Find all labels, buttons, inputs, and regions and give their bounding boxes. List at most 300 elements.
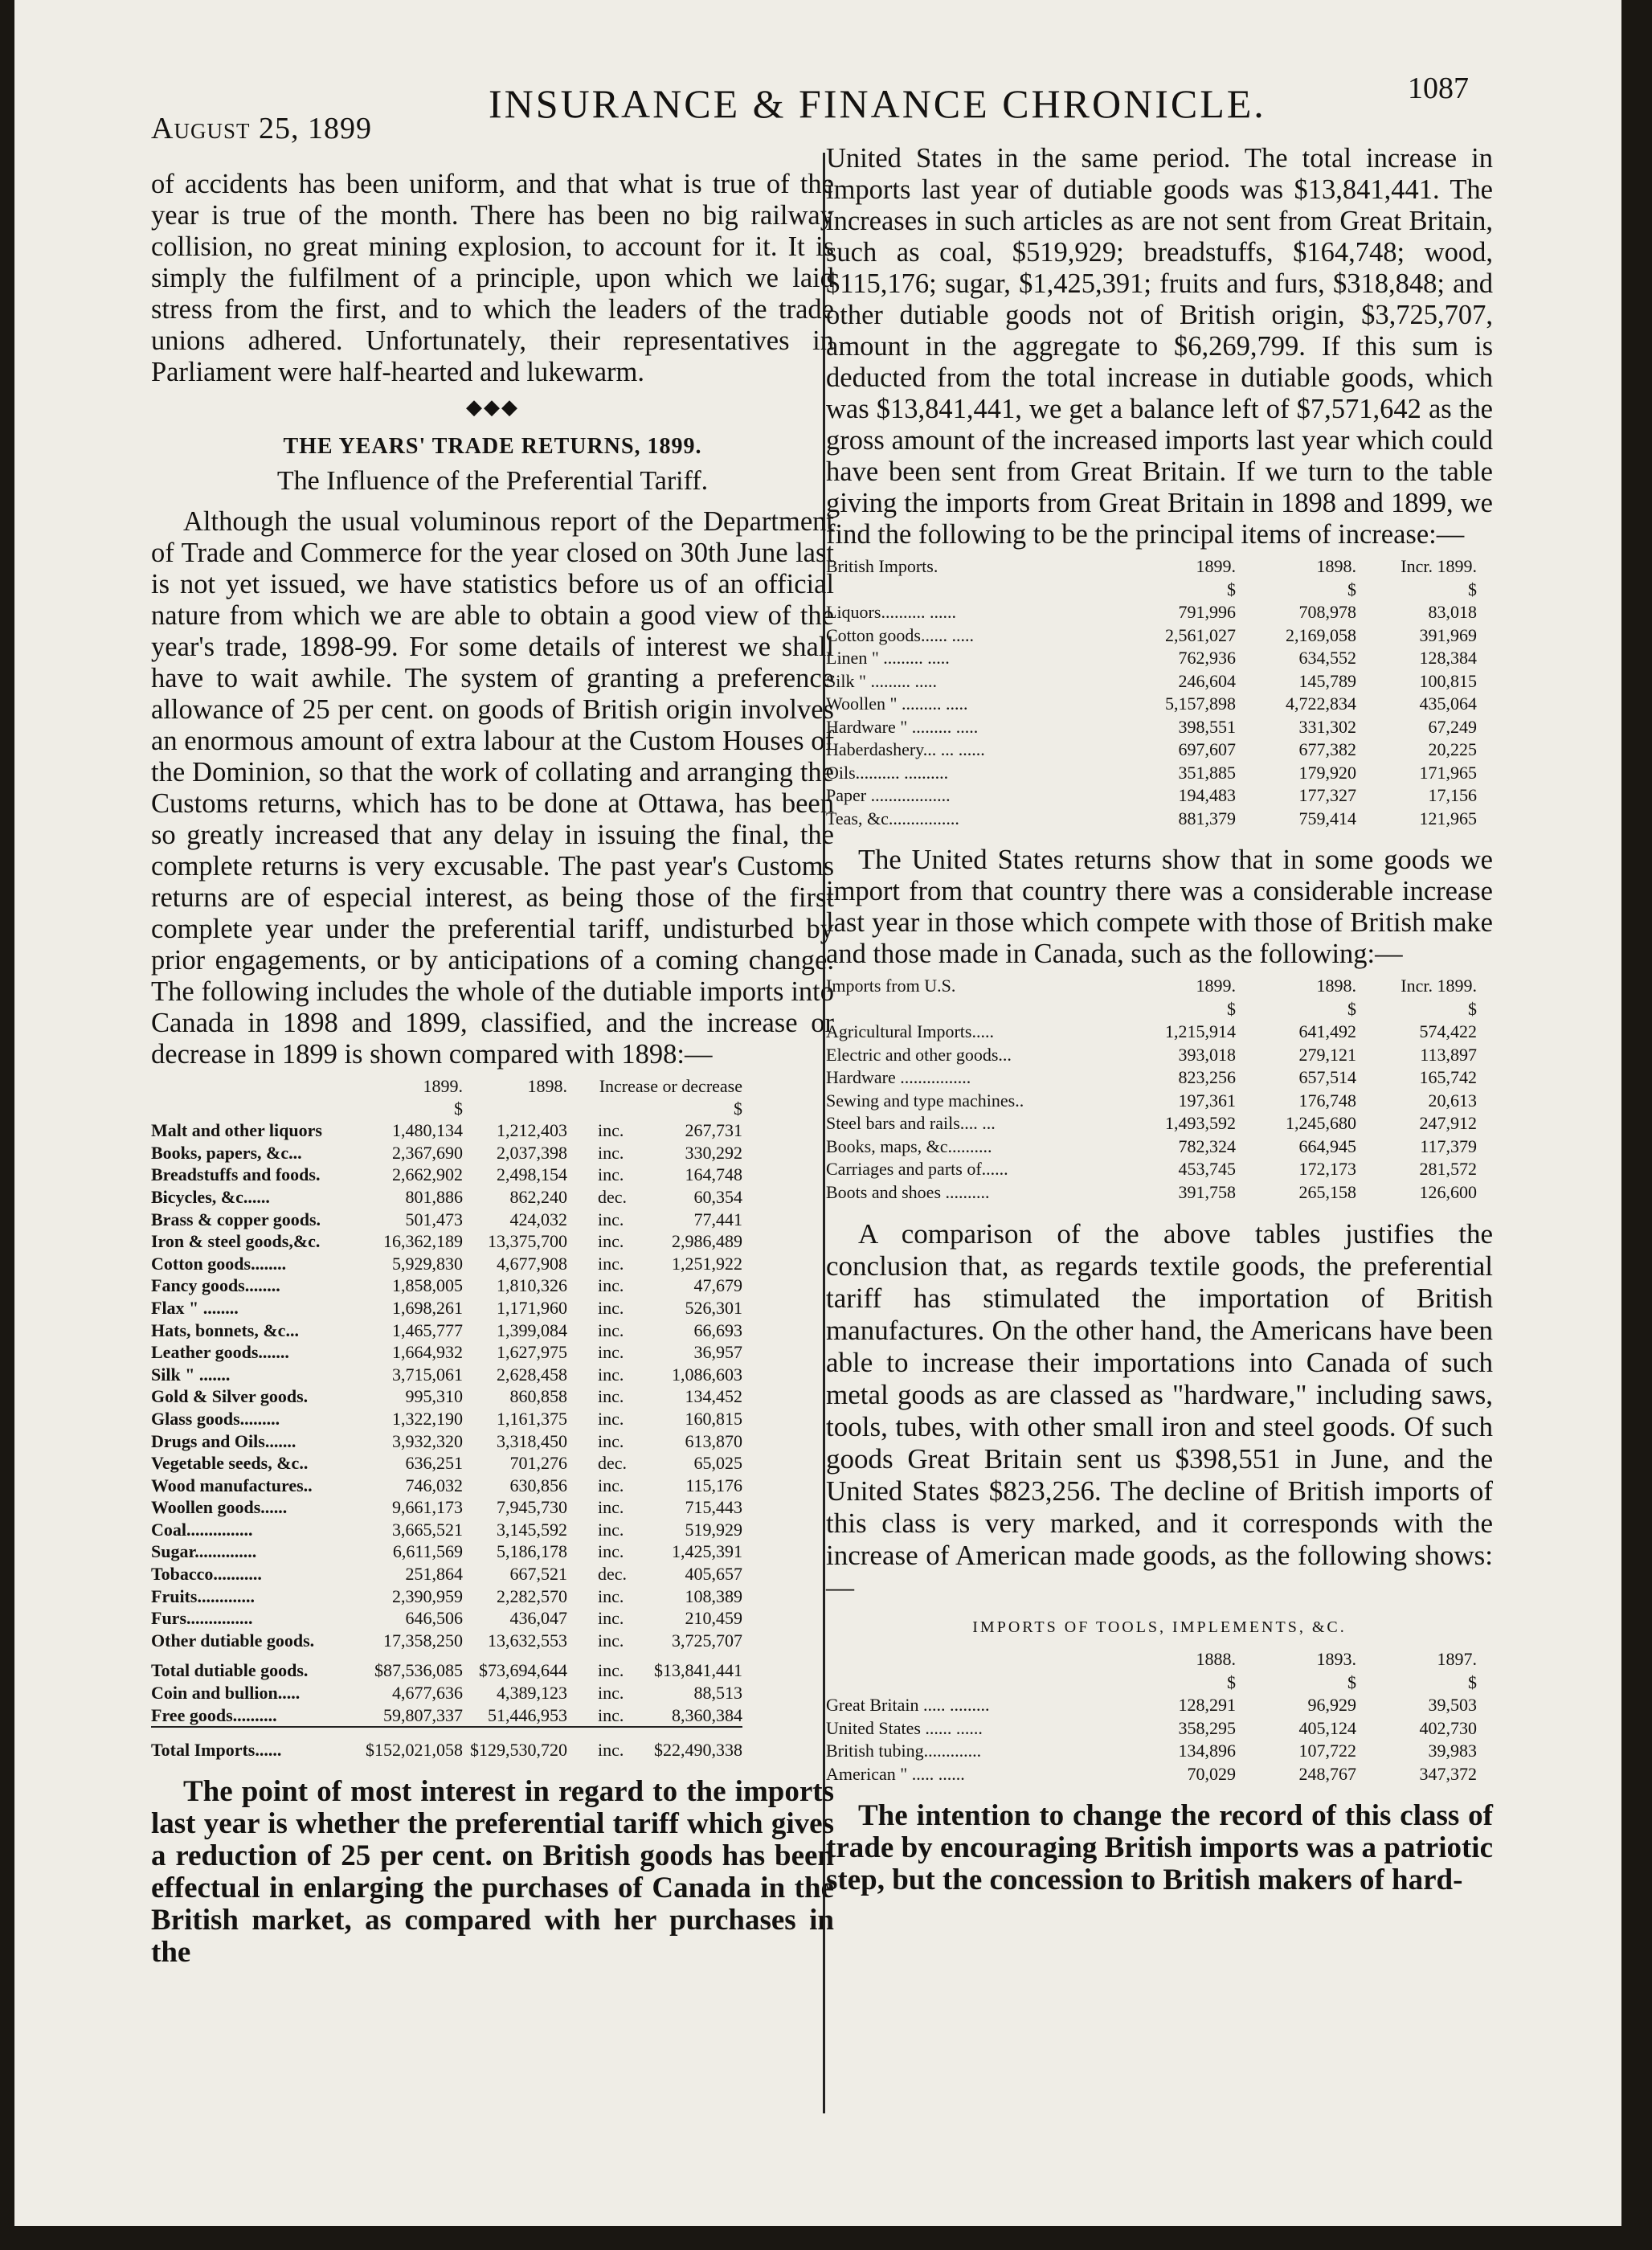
table-cell: 436,047 xyxy=(509,1608,567,1629)
table-cell: 194,483 xyxy=(1178,785,1236,805)
table-cell: British tubing............. xyxy=(826,1741,982,1761)
table-summary-row xyxy=(151,1704,742,1728)
table-cell: inc. xyxy=(598,1475,624,1495)
table-cell: 667,521 xyxy=(509,1564,567,1585)
table-cell: 5,929,830 xyxy=(392,1253,463,1274)
currency-symbol: $ xyxy=(1227,1671,1236,1692)
table-cell: 3,318,450 xyxy=(497,1430,567,1451)
table-cell: 8,360,384 xyxy=(672,1704,742,1725)
table-row xyxy=(151,1585,742,1608)
table-cell: 100,815 xyxy=(1419,670,1477,691)
table-cell: 113,897 xyxy=(1420,1044,1477,1065)
table-row xyxy=(151,1142,742,1164)
table-cell: 453,745 xyxy=(1178,1159,1236,1179)
table-cell: 17,358,250 xyxy=(383,1630,463,1651)
table-cell: 708,978 xyxy=(1298,602,1356,622)
table-cell: dec. xyxy=(598,1186,628,1207)
table-cell: inc. xyxy=(598,1704,624,1725)
table-cell: 574,422 xyxy=(1419,1021,1477,1041)
table-header: 1893. xyxy=(1316,1649,1356,1669)
table-cell: 330,292 xyxy=(685,1142,742,1163)
table-cell: 1,251,922 xyxy=(672,1253,742,1274)
table-cell: Hats, bonnets, &c... xyxy=(151,1319,299,1340)
table-cell: 96,929 xyxy=(1307,1695,1356,1715)
us-imports-table xyxy=(826,975,1477,1204)
table-cell: 5,186,178 xyxy=(497,1541,567,1562)
table-cell: inc. xyxy=(598,1297,624,1318)
table-cell: 177,327 xyxy=(1298,785,1356,805)
table-cell: inc. xyxy=(598,1342,624,1363)
table-header: British Imports. xyxy=(826,556,938,576)
table-row xyxy=(826,1694,1477,1717)
table-cell: 39,503 xyxy=(1428,1695,1477,1715)
table-cell: inc. xyxy=(598,1231,624,1252)
table-cell: 279,121 xyxy=(1298,1044,1356,1065)
table-cell: 636,251 xyxy=(405,1453,463,1474)
article-paragraph: Although the usual voluminous report of the Department of Trade and Commerce for the year closed on 30th June last is not yet issued, we have statistics before us of an official nature from which we are able to obtain a good view of the year's trade, 1898-99. For some details of interest we shall have to wait awhile. The system of granting a preference allowance of 25 per cent. on goods of British origin involves an enormous amount of extra labour at the Custom Houses of the Dominion, so that the work of collating and arranging the Customs returns, which has to be done at Ottawa, has been so greatly increased that any delay in issuing the final, the complete returns is very excusable. The past year's Customs returns are of especial interest, as being those of the first complete year under the preferential tariff, undisturbed by prior engagements, or by anticipations of a coming change. The following includes the whole of the dutiable imports into Canada in 1898 and 1899, classified, and the increase or decrease in 1899 is shown compared with 1898:— xyxy=(151,506,834,1070)
table-cell: Glass goods......... xyxy=(151,1408,280,1429)
table-row xyxy=(151,1209,742,1231)
table-cell: Sugar.............. xyxy=(151,1541,257,1562)
table-cell: 1,480,134 xyxy=(392,1120,463,1141)
table-cell: Other dutiable goods. xyxy=(151,1630,315,1651)
table-row xyxy=(151,1274,742,1297)
table-cell: inc. xyxy=(598,1120,624,1141)
table-cell: 1,465,777 xyxy=(392,1319,463,1340)
table-cell: Woollen " ......... ..... xyxy=(826,693,968,714)
table-cell: Linen " ......... ..... xyxy=(826,648,950,668)
table-cell: 2,628,458 xyxy=(497,1364,567,1385)
table-row xyxy=(826,624,1477,648)
table-cell: 3,665,521 xyxy=(392,1519,463,1540)
table-cell: 1,322,190 xyxy=(392,1408,463,1429)
table-row xyxy=(151,1452,742,1475)
table-cell: 424,032 xyxy=(509,1209,567,1229)
table-row xyxy=(151,1630,742,1652)
table-cell: 88,513 xyxy=(693,1683,742,1704)
table-cell: 9,661,173 xyxy=(392,1497,463,1518)
table-cell: inc. xyxy=(598,1164,624,1185)
table-row xyxy=(826,1740,1477,1763)
table-cell: 13,632,553 xyxy=(488,1630,567,1651)
table-cell: Total Imports...... xyxy=(151,1727,358,1761)
table-cell: Free goods.......... xyxy=(151,1704,277,1725)
left-column xyxy=(151,169,834,1969)
table-cell: 782,324 xyxy=(1178,1135,1236,1156)
table-cell: 3,725,707 xyxy=(672,1630,742,1651)
table-row xyxy=(151,1230,742,1253)
table-cell: inc. xyxy=(598,1408,624,1429)
table-cell: Electric and other goods... xyxy=(826,1044,1012,1065)
tools-imports-table xyxy=(826,1648,1477,1786)
table-header: 1898. xyxy=(1316,556,1356,576)
table-cell: inc. xyxy=(598,1519,624,1540)
table-cell: 347,372 xyxy=(1419,1763,1477,1784)
british-imports-table xyxy=(826,555,1477,830)
table-cell: Iron & steel goods,&c. xyxy=(151,1231,321,1252)
table-cell: Bicycles, &c...... xyxy=(151,1186,270,1207)
table-cell: 134,452 xyxy=(685,1386,742,1407)
table-cell: 66,693 xyxy=(693,1319,742,1340)
table-cell: 251,864 xyxy=(405,1564,463,1585)
table-row xyxy=(151,1385,742,1408)
currency-symbol: $ xyxy=(1468,1671,1477,1692)
table-cell: 1,664,932 xyxy=(392,1342,463,1363)
table-cell: 701,276 xyxy=(509,1453,567,1474)
page-header xyxy=(135,64,1469,145)
ornament-divider: ◆◆◆ xyxy=(466,395,519,419)
table-cell: 77,441 xyxy=(693,1209,742,1229)
currency-symbol: $ xyxy=(1347,579,1356,599)
table-cell: 281,572 xyxy=(1419,1159,1477,1179)
table-cell: 126,600 xyxy=(1419,1181,1477,1202)
table-cell: 17,156 xyxy=(1428,785,1477,805)
table-cell: 1,425,391 xyxy=(672,1541,742,1562)
table-cell: 398,551 xyxy=(1178,716,1236,737)
table-cell: inc. xyxy=(598,1275,624,1296)
table-cell: inc. xyxy=(598,1497,624,1518)
table-cell: 762,936 xyxy=(1178,648,1236,668)
article-paragraph: The point of most interest in regard to the imports last year is whether the preferential tariff which gives a reduction of 25 per cent. on British goods has been effectual in enlarging the purchases of Canada in the British market, as compared with her purchases in the xyxy=(151,1774,834,1969)
table-cell: inc. xyxy=(598,1430,624,1451)
table-cell: 995,310 xyxy=(405,1386,463,1407)
table-cell: 145,789 xyxy=(1298,670,1356,691)
table-row xyxy=(151,1475,742,1497)
table-cell: 16,362,189 xyxy=(383,1231,463,1252)
table-row xyxy=(151,1364,742,1386)
table-cell: 791,996 xyxy=(1178,602,1236,622)
table-cell: inc. xyxy=(598,1585,624,1606)
table-cell: Books, maps, &c.......... xyxy=(826,1135,992,1156)
table-cell: Tobacco........... xyxy=(151,1564,262,1585)
table-cell: 20,225 xyxy=(1428,739,1477,759)
table-cell: Vegetable seeds, &c.. xyxy=(151,1453,309,1474)
table-row xyxy=(151,1607,742,1630)
table-cell: United States ...... ...... xyxy=(826,1717,983,1738)
table-cell: Silk " ....... xyxy=(151,1364,231,1385)
table-cell: 1,399,084 xyxy=(497,1319,567,1340)
table-row xyxy=(151,1119,742,1142)
currency-symbol: $ xyxy=(1347,998,1356,1019)
table-cell: 2,986,489 xyxy=(672,1231,742,1252)
table-cell: 4,677,636 xyxy=(392,1683,463,1704)
table-header: 1898. xyxy=(1316,976,1356,996)
table-cell: 657,514 xyxy=(1298,1067,1356,1087)
table-header: 1899. xyxy=(1196,556,1236,576)
table-cell: 435,064 xyxy=(1419,693,1477,714)
table-cell: 5,157,898 xyxy=(1165,693,1236,714)
table-row xyxy=(826,601,1477,624)
table-cell: 2,561,027 xyxy=(1165,624,1236,645)
table-cell: 1,493,592 xyxy=(1165,1113,1236,1133)
table-row xyxy=(151,1297,742,1319)
table-cell: Great Britain ..... ......... xyxy=(826,1695,990,1715)
table-cell: 210,459 xyxy=(685,1608,742,1629)
table-cell: 265,158 xyxy=(1298,1181,1356,1202)
table-cell: Cotton goods........ xyxy=(151,1253,287,1274)
table-cell: inc. xyxy=(598,1209,624,1229)
table-cell: Cotton goods...... ..... xyxy=(826,624,974,645)
table-cell: Furs............... xyxy=(151,1608,253,1629)
table-cell: dec. xyxy=(598,1453,628,1474)
article-subtitle: The Influence of the Preferential Tariff. xyxy=(276,466,709,496)
table-cell: 70,029 xyxy=(1187,1763,1236,1784)
table-cell: 519,929 xyxy=(685,1519,742,1540)
table-cell: 2,367,690 xyxy=(392,1142,463,1163)
table-cell: Teas, &c................ xyxy=(826,808,959,828)
table-header: Incr. 1899. xyxy=(1401,976,1477,996)
table-row xyxy=(151,1430,742,1453)
table-summary-row xyxy=(151,1682,742,1704)
currency-symbol: $ xyxy=(1468,579,1477,599)
table-cell: 526,301 xyxy=(685,1297,742,1318)
table-cell: 715,443 xyxy=(685,1497,742,1518)
table-cell: 165,742 xyxy=(1419,1067,1477,1087)
table-cell: dec. xyxy=(598,1564,628,1585)
page xyxy=(14,0,1621,2226)
table-cell: 1,212,403 xyxy=(497,1120,567,1141)
table-cell: 20,613 xyxy=(1428,1090,1477,1111)
table-row xyxy=(826,716,1477,739)
table-cell: 248,767 xyxy=(1298,1763,1356,1784)
table-cell: 1,627,975 xyxy=(497,1342,567,1363)
table-cell: inc. xyxy=(598,1630,624,1651)
table-header: 1899. xyxy=(1196,976,1236,996)
table-cell: Paper .................. xyxy=(826,785,951,805)
table-cell: inc. xyxy=(598,1386,624,1407)
page-number: 1087 xyxy=(1408,72,1469,105)
table-cell: 246,604 xyxy=(1178,670,1236,691)
table-row xyxy=(151,1519,742,1541)
table-row xyxy=(826,808,1477,831)
table-cell: Coal............... xyxy=(151,1519,253,1540)
table-cell: 4,389,123 xyxy=(497,1683,567,1704)
table-row xyxy=(151,1540,742,1563)
table-row xyxy=(826,1044,1477,1067)
table-header: 1897. xyxy=(1437,1649,1477,1669)
table-cell: 405,124 xyxy=(1298,1717,1356,1738)
table-cell: 1,171,960 xyxy=(497,1297,567,1318)
table-cell: 801,886 xyxy=(405,1186,463,1207)
table-cell: Haberdashery... ... ...... xyxy=(826,739,985,759)
article-paragraph: A comparison of the above tables justifies the conclusion that, as regards textile goods, the preferential tariff has stimulated the importation of British manufactures. On the other hand, the Americans have been able to increase their importations into Canada of such metal goods as are classed as "hardware," including saws, tools, tubes, with other small iron and steel goods. Of such goods Great Britain sent us $398,551 in June, and the United States $823,256. The decline of British imports of this class is very marked, and it corresponds with the increase of American made goods, as the following shows:— xyxy=(826,1218,1493,1603)
table-cell: 860,858 xyxy=(509,1386,567,1407)
table-cell: Wood manufactures.. xyxy=(151,1475,313,1495)
table-row xyxy=(151,1408,742,1430)
table-cell: 39,983 xyxy=(1428,1741,1477,1761)
table-cell: 6,611,569 xyxy=(392,1541,463,1562)
table-cell: Oils.......... .......... xyxy=(826,762,949,783)
table-cell: 630,856 xyxy=(509,1475,567,1495)
table-cell: 4,677,908 xyxy=(497,1253,567,1274)
table-cell: 2,037,398 xyxy=(497,1142,567,1163)
table-cell: 3,715,061 xyxy=(392,1364,463,1385)
table-cell: Coin and bullion..... xyxy=(151,1683,301,1704)
table-header: Imports from U.S. xyxy=(826,976,956,996)
table-cell: 160,815 xyxy=(685,1408,742,1429)
table-row xyxy=(151,1496,742,1519)
table-cell: inc. xyxy=(598,1608,624,1629)
issue-date: August 25, 1899 xyxy=(151,112,372,145)
table-cell: 1,858,005 xyxy=(392,1275,463,1296)
table-cell: inc. xyxy=(598,1142,624,1163)
table-cell: 176,748 xyxy=(1298,1090,1356,1111)
table-cell: $73,694,644 xyxy=(479,1660,567,1681)
table-header: 1888. xyxy=(1196,1649,1236,1669)
currency-symbol: $ xyxy=(1347,1671,1356,1692)
table-cell: 197,361 xyxy=(1178,1090,1236,1111)
table-row xyxy=(826,762,1477,785)
table-cell: 65,025 xyxy=(693,1453,742,1474)
currency-symbol: $ xyxy=(734,1098,742,1119)
table-row xyxy=(826,693,1477,716)
table-cell: 2,282,570 xyxy=(497,1585,567,1606)
table-cell: 391,758 xyxy=(1178,1181,1236,1202)
table-cell: 881,379 xyxy=(1178,808,1236,828)
table-cell: 1,161,375 xyxy=(497,1408,567,1429)
table-cell: $87,536,085 xyxy=(374,1660,463,1681)
table-cell: Malt and other liquors xyxy=(151,1120,322,1141)
table-row xyxy=(826,738,1477,762)
intro-paragraph: of accidents has been uniform, and that what is true of the year is true of the month. There has been no big railway collision, no great mining explosion, to account for it. It is simply the fulfilment of a principle, upon which we laid stress from the first, and to which the leaders of the trade unions adhered. Unfortunately, their representatives in Parliament were half-hearted and lukewarm. xyxy=(151,169,834,387)
table-cell: 7,945,730 xyxy=(497,1497,567,1518)
table-cell: 172,173 xyxy=(1298,1159,1356,1179)
table-cell: inc. xyxy=(598,1253,624,1274)
table-cell: Hardware " ......... ..... xyxy=(826,716,979,737)
table-cell: inc. xyxy=(598,1319,624,1340)
table-cell: 3,145,592 xyxy=(497,1519,567,1540)
table-cell: 2,169,058 xyxy=(1286,624,1356,645)
table-cell: 67,249 xyxy=(1428,716,1477,737)
article-paragraph: The United States returns show that in some goods we import from that country there was a considerable increase last year in those which compete with those of British make and those made in Canada, such as the following:— xyxy=(826,845,1493,969)
table-cell: Flax " ........ xyxy=(151,1297,239,1318)
table-total-row xyxy=(151,1727,742,1761)
table-cell: 759,414 xyxy=(1298,808,1356,828)
table-header: 1898. xyxy=(527,1076,567,1096)
table-cell: $22,490,338 xyxy=(654,1727,742,1761)
table-cell: 47,679 xyxy=(693,1275,742,1296)
tools-table-title: IMPORTS OF TOOLS, IMPLEMENTS, &C. xyxy=(972,1618,1347,1636)
table-cell: 634,552 xyxy=(1298,648,1356,668)
table-row xyxy=(826,1066,1477,1090)
table-cell: 164,748 xyxy=(685,1164,742,1185)
table-row xyxy=(151,1253,742,1275)
table-cell: Breadstuffs and foods. xyxy=(151,1164,321,1185)
table-row xyxy=(151,1319,742,1342)
table-cell: Books, papers, &c... xyxy=(151,1142,302,1163)
table-row xyxy=(826,670,1477,693)
table-cell: Agricultural Imports..... xyxy=(826,1021,994,1041)
table-cell: 664,945 xyxy=(1298,1135,1356,1156)
table-cell: Woollen goods...... xyxy=(151,1497,288,1518)
currency-symbol: $ xyxy=(1227,998,1236,1019)
table-cell: 351,885 xyxy=(1178,762,1236,783)
table-cell: Gold & Silver goods. xyxy=(151,1386,309,1407)
table-row xyxy=(826,784,1477,808)
table-row xyxy=(826,1717,1477,1741)
table-cell: 862,240 xyxy=(509,1186,567,1207)
table-cell: 83,018 xyxy=(1428,602,1477,622)
table-cell: 121,965 xyxy=(1419,808,1477,828)
table-cell: 646,506 xyxy=(405,1608,463,1629)
table-cell: Steel bars and rails.... ... xyxy=(826,1113,996,1133)
table-cell: Liquors.......... ...... xyxy=(826,602,956,622)
article-paragraph: The intention to change the record of this class of trade by encouraging British imports was a patriotic step, but the concession to British makers of hard- xyxy=(826,1799,1493,1896)
table-cell: 393,018 xyxy=(1178,1044,1236,1065)
table-cell: inc. xyxy=(598,1541,624,1562)
table-cell: 171,965 xyxy=(1419,762,1477,783)
publication-title: INSURANCE & FINANCE CHRONICLE. xyxy=(489,81,1266,126)
table-cell: inc. xyxy=(598,1683,624,1704)
table-cell: 128,384 xyxy=(1419,648,1477,668)
table-cell: inc. xyxy=(567,1727,654,1761)
table-cell: 641,492 xyxy=(1298,1021,1356,1041)
article-title: THE YEARS' TRADE RETURNS, 1899. xyxy=(283,434,702,459)
table-cell: Drugs and Oils....... xyxy=(151,1430,296,1451)
table-cell: inc. xyxy=(598,1364,624,1385)
table-cell: 1,215,914 xyxy=(1165,1021,1236,1041)
table-cell: $152,021,058 xyxy=(358,1727,463,1761)
table-row xyxy=(826,1021,1477,1044)
table-cell: $129,530,720 xyxy=(463,1727,567,1761)
table-row xyxy=(151,1341,742,1364)
table-cell: 115,176 xyxy=(685,1475,742,1495)
table-cell: 36,957 xyxy=(693,1342,742,1363)
table-cell: 2,662,902 xyxy=(392,1164,463,1185)
table-cell: Leather goods....... xyxy=(151,1342,289,1363)
table-cell: 1,086,603 xyxy=(672,1364,742,1385)
table-row xyxy=(151,1164,742,1186)
table-cell: 1,810,326 xyxy=(497,1275,567,1296)
table-cell: 746,032 xyxy=(405,1475,463,1495)
table-cell: 823,256 xyxy=(1178,1067,1236,1087)
table-row xyxy=(151,1563,742,1585)
table-cell: 501,473 xyxy=(405,1209,463,1229)
dutiable-imports-table xyxy=(151,1075,742,1761)
table-header: Incr. 1899. xyxy=(1401,556,1477,576)
table-row xyxy=(826,1763,1477,1786)
table-row xyxy=(826,1181,1477,1205)
table-cell: 247,912 xyxy=(1419,1113,1477,1133)
table-cell: 613,870 xyxy=(685,1430,742,1451)
table-cell: 391,969 xyxy=(1419,624,1477,645)
table-summary-row xyxy=(151,1651,742,1682)
table-cell: 179,920 xyxy=(1298,762,1356,783)
table-cell: 60,354 xyxy=(693,1186,742,1207)
table-cell: Sewing and type machines.. xyxy=(826,1090,1024,1111)
table-cell: inc. xyxy=(598,1660,624,1681)
table-row xyxy=(826,1158,1477,1181)
table-row xyxy=(826,647,1477,670)
table-cell: Hardware ................ xyxy=(826,1067,971,1087)
table-cell: Total dutiable goods. xyxy=(151,1660,309,1681)
table-row xyxy=(826,1135,1477,1159)
table-cell: Fruits............. xyxy=(151,1585,255,1606)
table-row xyxy=(826,1112,1477,1135)
table-header: 1899. xyxy=(423,1076,463,1096)
table-cell: 4,722,834 xyxy=(1286,693,1356,714)
table-cell: Carriages and parts of...... xyxy=(826,1159,1008,1179)
table-cell: 13,375,700 xyxy=(488,1231,567,1252)
table-cell: 51,446,953 xyxy=(488,1704,567,1725)
table-cell: 134,896 xyxy=(1178,1741,1236,1761)
table-cell: 1,245,680 xyxy=(1286,1113,1356,1133)
table-cell: 128,291 xyxy=(1178,1695,1236,1715)
article-paragraph: United States in the same period. The total increase in imports last year of dutiable goods was $13,841,441. The increases in such articles as are not sent from Great Britain, such as coal, $519,929; breadstuffs, $164,748; wood, $115,176; sugar, $1,425,391; fruits and furs, $318,848; and other dutiable goods not of British origin, $3,725,707, amount in the aggregate to $6,269,799. If this sum is deducted from the total increase in dutiable goods, which was $13,841,441, we get a balance left of $7,571,642 as the gross amount of the increased imports last year which could have been sent from Great Britain. If we turn to the table giving the imports from Great Britain in 1898 and 1899, we find the following to be the principal items of increase:— xyxy=(826,143,1493,550)
currency-symbol: $ xyxy=(1468,998,1477,1019)
table-cell: 1,698,261 xyxy=(392,1297,463,1318)
table-cell: 108,389 xyxy=(685,1585,742,1606)
